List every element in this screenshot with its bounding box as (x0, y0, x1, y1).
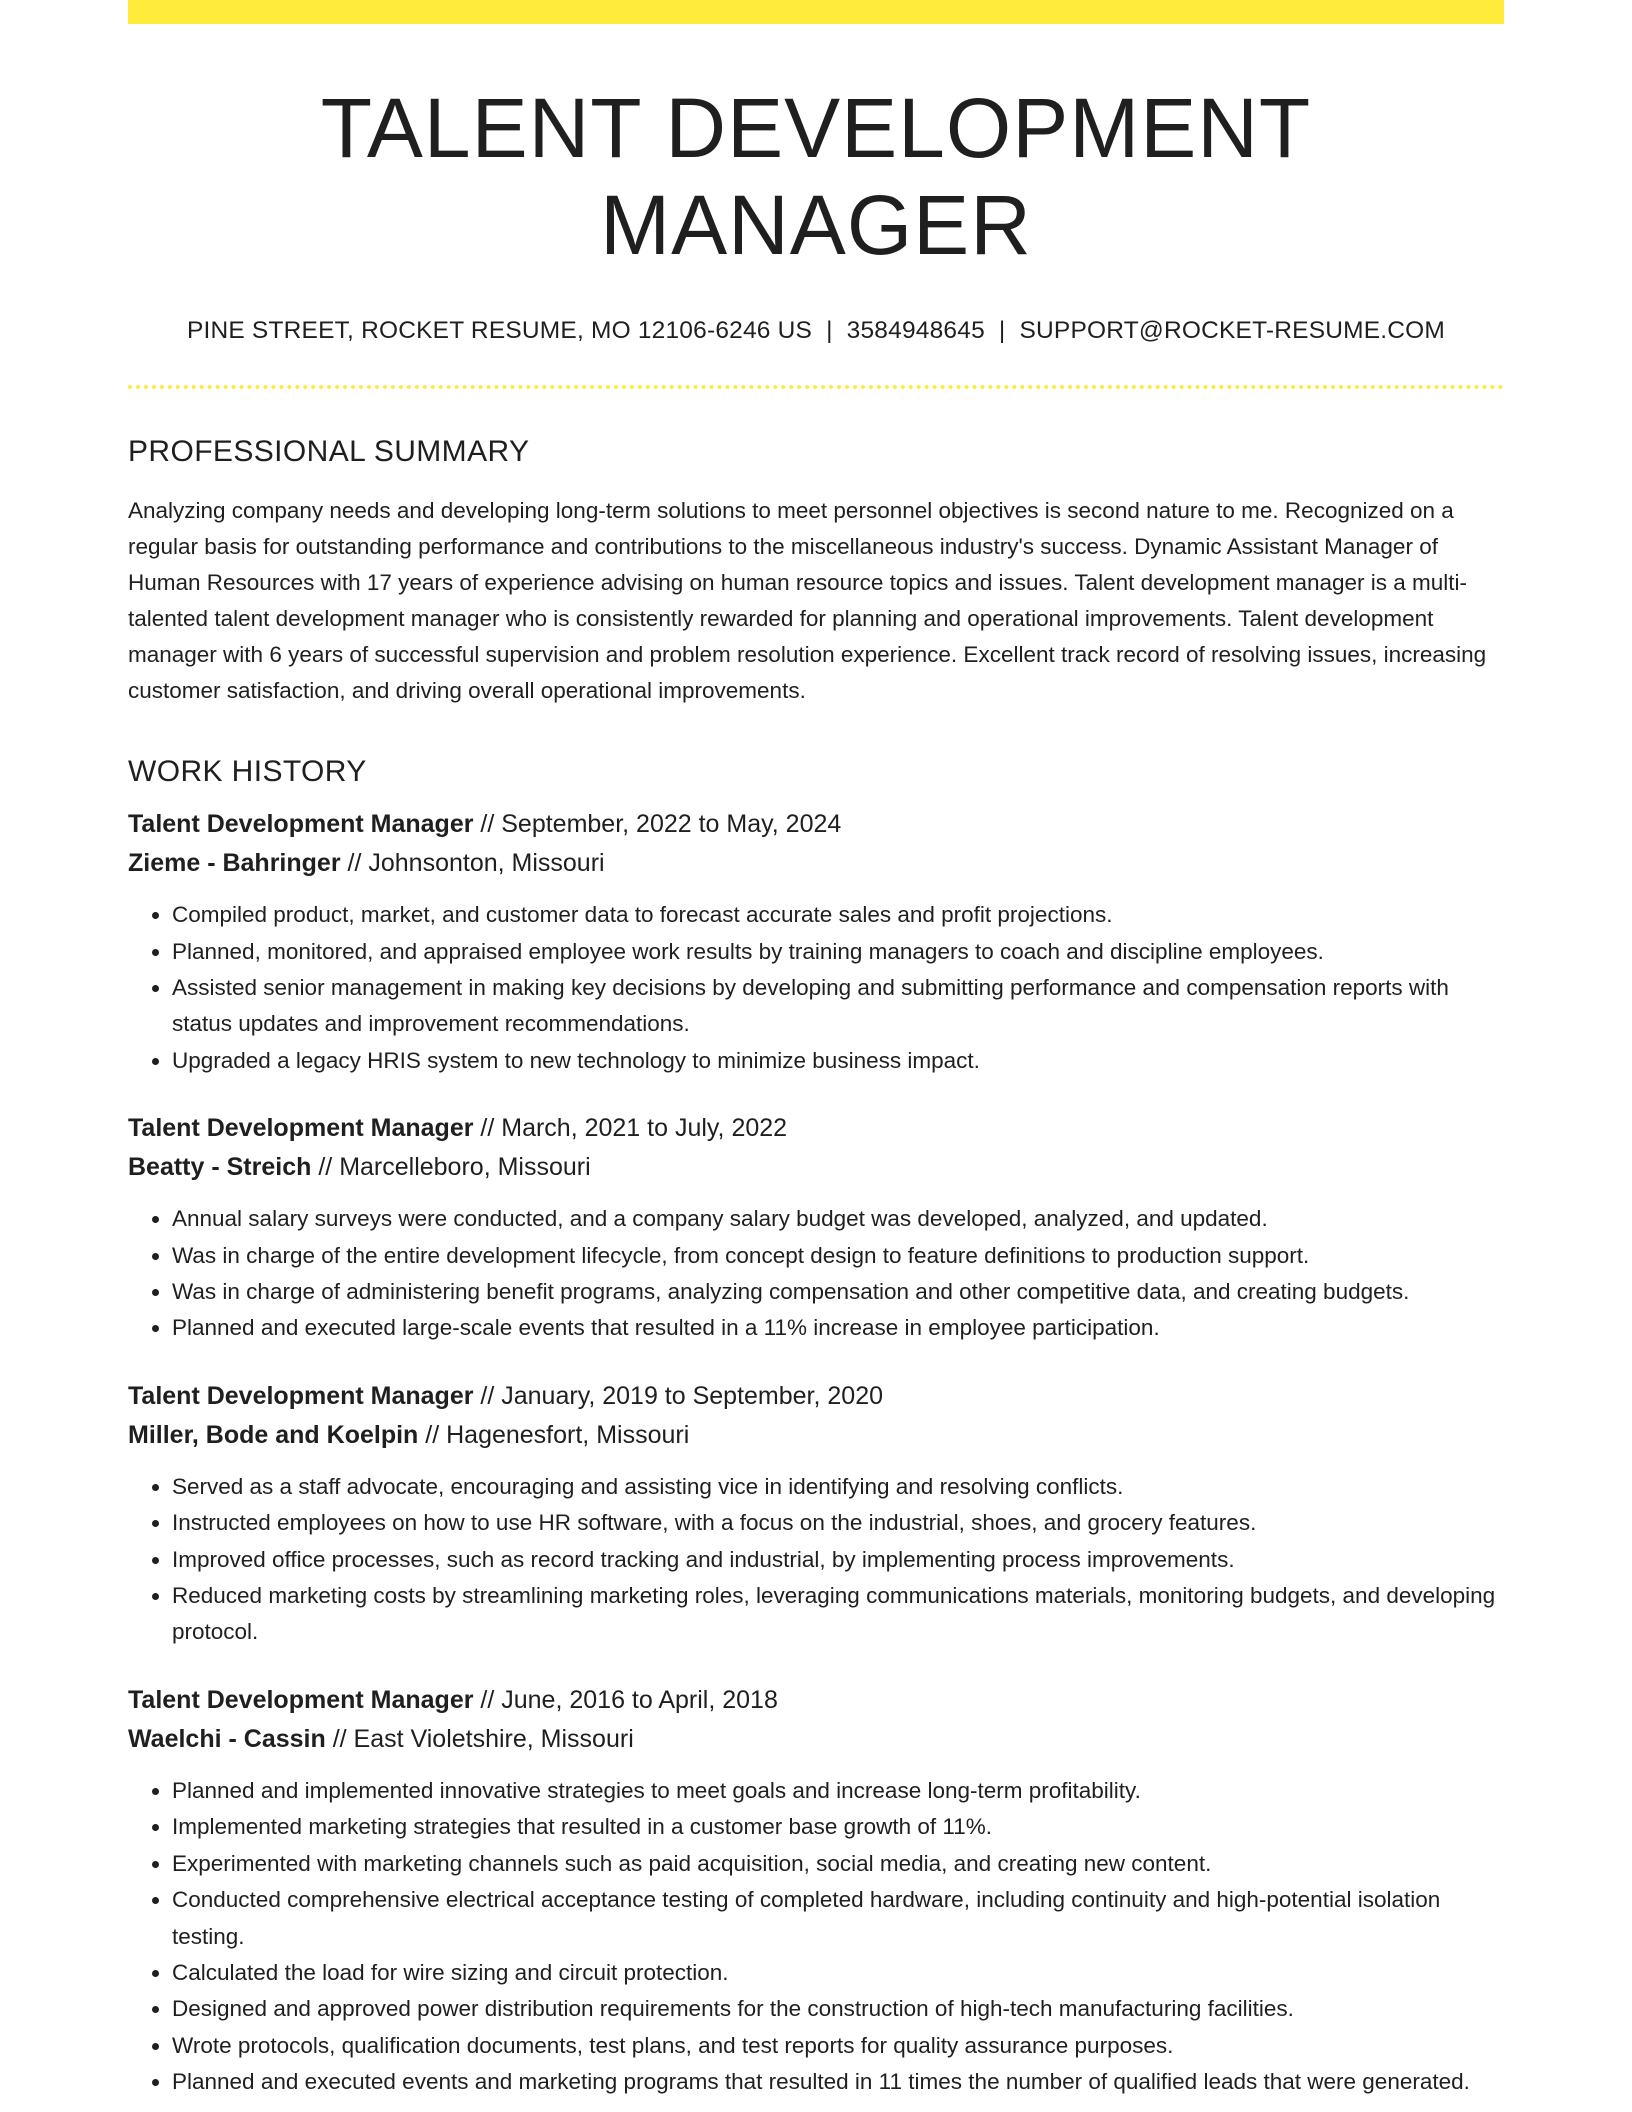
job-delimiter: // (340, 849, 369, 878)
job-position-line (128, 1681, 1504, 1720)
job-bullet: • Compiled product, market, and customer data to forecast accurate sales and profit projections. (172, 897, 1504, 933)
job-position-line (128, 1377, 1504, 1416)
job-bullet-list (128, 1469, 1504, 1651)
resume-page (128, 0, 1504, 2101)
job-delimiter: // (473, 1381, 502, 1410)
job-company: Waelchi - Cassin (128, 1724, 326, 1753)
job-location: East Violetshire, Missouri (353, 1724, 634, 1753)
job-entry (128, 805, 1504, 1079)
summary-paragraph: Analyzing company needs and developing long-term solutions to meet personnel objectives is second nature to me. Recognized on a regular basis for outstanding performance and contributions to the miscellaneous industry's success. Dynamic Assistant Manager of Human Resources with 17 years of experience advising on human resource topics and issues. Talent development manager is a multi-talented talent development manager who is consistently rewarded for planning and operational improvements. Talent development manager with 6 years of successful supervision and problem resolution experience. Excellent track record of resolving issues, increasing customer satisfaction, and driving overall operational improvements. (128, 498, 1487, 704)
job-bullet: • Assisted senior management in making key decisions by developing and submitting performance and compensation reports with status updates and improvement recommendations. (172, 970, 1504, 1043)
job-company-line (128, 1720, 1504, 1759)
job-position: Talent Development Manager (128, 810, 474, 839)
resume-name-title: TALENT DEVELOPMENT MANAGER (320, 81, 1312, 272)
job-bullet: • Planned and executed large-scale events that resulted in a 11% increase in employee participation. (172, 1310, 1504, 1346)
job-delimiter: // (473, 1114, 502, 1143)
contact-separator: | (826, 317, 833, 345)
contact-email: SUPPORT@ROCKET-RESUME.COM (1019, 317, 1446, 345)
job-entry (128, 1109, 1504, 1347)
job-location: Hagenesfort, Missouri (446, 1420, 690, 1449)
job-company-line (128, 1416, 1504, 1455)
job-position-line (128, 1109, 1504, 1148)
job-bullet: • Reduced marketing costs by streamlining marketing roles, leveraging communications materials, monitoring budgets, and developing protocol. (172, 1578, 1504, 1651)
job-company: Miller, Bode and Koelpin (128, 1420, 419, 1449)
job-dates: September, 2022 to May, 2024 (501, 810, 842, 839)
job-bullet: • Planned and implemented innovative strategies to meet goals and increase long-term profitability. (172, 1773, 1504, 1809)
job-bullet: • Wrote protocols, qualification documents, test plans, and test reports for quality assurance purposes. (172, 2028, 1504, 2064)
job-entry (128, 1377, 1504, 1651)
work-history-list (128, 805, 1504, 2100)
job-location: Marcelleboro, Missouri (339, 1153, 591, 1182)
job-bullet: • Served as a staff advocate, encouraging and assisting vice in identifying and resolving conflicts. (172, 1469, 1504, 1505)
job-delimiter: // (325, 1724, 354, 1753)
job-bullet: • Was in charge of administering benefit programs, analyzing compensation and other competitive data, and creating budgets. (172, 1274, 1504, 1310)
job-bullet: • Experimented with marketing channels such as paid acquisition, social media, and creating new content. (172, 1846, 1504, 1882)
summary-heading: PROFESSIONAL SUMMARY (128, 435, 530, 469)
job-bullet: • Instructed employees on how to use HR software, with a focus on the industrial, shoes, and grocery features. (172, 1505, 1504, 1541)
job-bullet-list (128, 1201, 1504, 1347)
job-company: Beatty - Streich (128, 1153, 312, 1182)
job-company: Zieme - Bahringer (128, 849, 341, 878)
accent-top-bar (128, 0, 1504, 24)
job-bullet-list (128, 1773, 1504, 2101)
job-delimiter: // (311, 1153, 340, 1182)
job-position: Talent Development Manager (128, 1685, 474, 1714)
contact-address: PINE STREET, ROCKET RESUME, MO 12106-6246 US (186, 317, 813, 345)
work-history-heading: WORK HISTORY (128, 755, 367, 789)
contact-line (128, 317, 1504, 345)
job-bullet: • Planned, monitored, and appraised employee work results by training managers to coach and discipline employees. (172, 934, 1504, 970)
job-dates: March, 2021 to July, 2022 (501, 1114, 788, 1143)
job-bullet: • Was in charge of the entire development lifecycle, from concept design to feature definitions to production support. (172, 1238, 1504, 1274)
job-position-line (128, 805, 1504, 844)
job-position: Talent Development Manager (128, 1381, 474, 1410)
job-bullet: • Designed and approved power distribution requirements for the construction of high-tech manufacturing facilities. (172, 1991, 1504, 2027)
job-delimiter: // (418, 1420, 447, 1449)
job-bullet: • Implemented marketing strategies that resulted in a customer base growth of 11%. (172, 1809, 1504, 1845)
job-delimiter: // (473, 810, 502, 839)
job-dates: January, 2019 to September, 2020 (501, 1381, 884, 1410)
job-location: Johnsonton, Missouri (368, 849, 605, 878)
job-company-line (128, 1148, 1504, 1187)
job-position: Talent Development Manager (128, 1114, 474, 1143)
job-bullet: • Annual salary surveys were conducted, and a company salary budget was developed, analyzed, and updated. (172, 1201, 1504, 1237)
job-bullet: • Upgraded a legacy HRIS system to new technology to minimize business impact. (172, 1043, 1504, 1079)
contact-separator: | (998, 317, 1006, 345)
job-entry (128, 1681, 1504, 2101)
job-dates: June, 2016 to April, 2018 (501, 1685, 778, 1714)
job-bullet: • Calculated the load for wire sizing and circuit protection. (172, 1955, 1504, 1991)
job-delimiter: // (473, 1685, 502, 1714)
job-company-line (128, 844, 1504, 883)
job-bullet: • Conducted comprehensive electrical acceptance testing of completed hardware, including continuity and high-potential isolation testing. (172, 1882, 1504, 1955)
contact-phone: 3584948645 (846, 317, 985, 345)
dotted-divider (128, 385, 1504, 389)
job-bullet-list (128, 897, 1504, 1079)
job-bullet: • Planned and executed events and marketing programs that resulted in 11 times the number of qualified leads that were generated. (172, 2064, 1504, 2100)
job-bullet: • Improved office processes, such as record tracking and industrial, by implementing process improvements. (172, 1542, 1504, 1578)
